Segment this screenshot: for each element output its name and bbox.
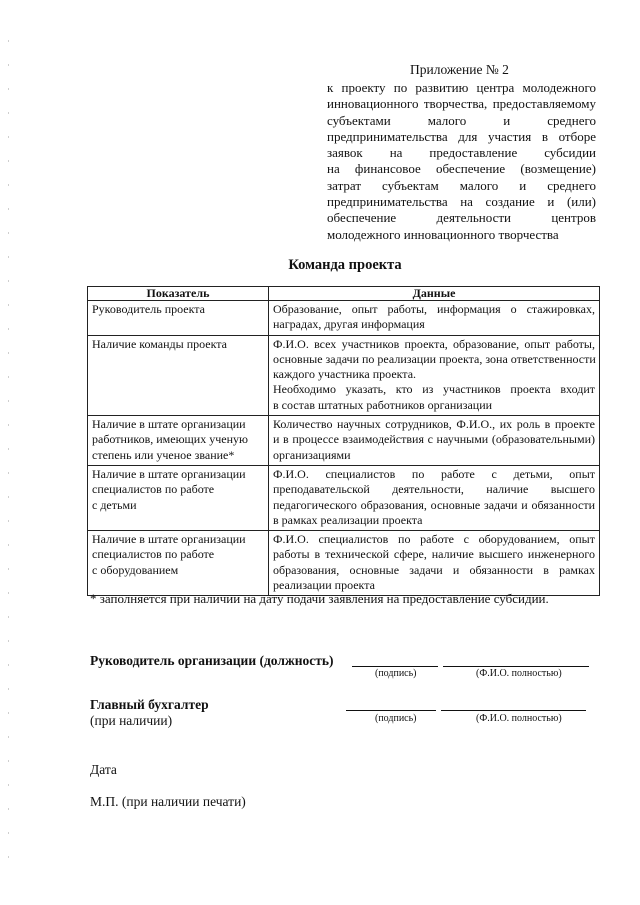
accountant-signature-line — [346, 710, 436, 711]
cell-line: Количество научных сотрудников, Ф.И.О., их роль в проекте — [273, 417, 595, 432]
cell-line: специалистов по работе — [92, 547, 215, 562]
cell-line: Ф.И.О. специалистов по работе с оборудованием, опыт — [273, 532, 595, 547]
appendix-line: заявок на предоставление субсидии — [327, 145, 596, 161]
table-row — [88, 301, 600, 336]
appendix-line: молодежного инновационного творчества — [327, 226, 559, 242]
head-signature-label: Руководитель организации (должность) — [90, 653, 334, 668]
accountant-signature-caption: (подпись) — [375, 713, 417, 724]
table-header-row — [88, 287, 600, 301]
appendix-line: затрат субъектам малого и среднего — [327, 177, 596, 193]
cell-line: с детьми — [92, 497, 137, 512]
stamp-label: М.П. (при наличии печати) — [90, 794, 246, 809]
table-row — [88, 416, 600, 466]
accountant-signature-label: Главный бухгалтер — [90, 697, 209, 712]
appendix-line: предпринимательства на создание и (или) — [327, 194, 596, 210]
cell-line: степень или ученое звание* — [92, 447, 235, 462]
head-name-line — [443, 666, 589, 667]
table-row — [88, 531, 600, 596]
cell-line: специалистов по работе — [92, 482, 215, 497]
cell-line: Наличие в штате организации — [92, 466, 246, 481]
cell-line: основные задачи по реализации проекта, зона ответственности — [273, 351, 596, 366]
footnote: * заполняется при наличии на дату подачи заявления на предоставление субсидии. — [90, 591, 549, 606]
cell-line: Образование, опыт работы, информация о стажировках, — [273, 302, 595, 316]
appendix-title: Приложение № 2 — [410, 62, 509, 77]
cell-line: каждого участника проекта. — [273, 367, 417, 382]
appendix-line: предпринимательства для участия в отборе — [327, 128, 596, 144]
cell-line: работы в технической сфере, наличие высшего инженерного — [273, 547, 595, 562]
cell-line: Наличие в штате организации — [92, 417, 246, 432]
table-row — [88, 465, 600, 530]
indicator-cell — [88, 465, 269, 530]
cell-line: в состав штатных работников организации — [273, 397, 493, 412]
appendix-line: на финансовое обеспечение (возмещение) — [327, 161, 596, 177]
appendix-line: субъектами малого и среднего — [327, 112, 596, 128]
cell-line: в рамках реализации проекта — [273, 512, 423, 527]
appendix-description — [327, 80, 596, 243]
appendix-line: к проекту по развитию центра молодежного — [327, 80, 596, 95]
scan-margin-marks — [8, 40, 9, 860]
data-cell — [269, 335, 600, 415]
cell-line: Наличие команды проекта — [92, 336, 227, 351]
cell-line: преподавательской деятельности, наличие высшего — [273, 482, 595, 497]
project-team-table — [87, 286, 600, 596]
cell-line: Необходимо указать, кто из участников проекта входит — [273, 382, 595, 397]
column-header-data: Данные — [269, 287, 600, 301]
column-header-indicator: Показатель — [88, 287, 269, 301]
indicator-cell — [88, 531, 269, 596]
data-cell — [269, 416, 600, 466]
indicator-cell — [88, 416, 269, 466]
cell-line: наградах, другая информация — [273, 317, 425, 332]
date-label: Дата — [90, 762, 117, 777]
accountant-name-line — [441, 710, 586, 711]
indicator-cell — [88, 335, 269, 415]
cell-line: Ф.И.О. всех участников проекта, образование, опыт работы, — [273, 336, 595, 351]
appendix-line: инновационного творчества, предоставляемому — [327, 96, 596, 112]
indicator-cell — [88, 301, 269, 336]
table-row — [88, 335, 600, 415]
cell-line: Ф.И.О. специалистов по работе с детьми, опыт — [273, 466, 595, 481]
accountant-sublabel: (при наличии) — [90, 713, 173, 728]
cell-line: работников, имеющих ученую — [92, 432, 248, 447]
cell-line: реализации проекта — [273, 578, 375, 593]
data-cell — [269, 531, 600, 596]
cell-line: с оборудованием — [92, 562, 179, 577]
head-signature-line — [352, 666, 438, 667]
cell-line: образования, основные задачи и обязанности в рамках — [273, 562, 595, 577]
head-name-caption: (Ф.И.О. полностью) — [476, 668, 562, 679]
head-signature-caption: (подпись) — [375, 668, 417, 679]
appendix-line: обеспечение деятельности центров — [327, 210, 596, 226]
cell-line: организациями — [273, 447, 351, 462]
cell-line: и в процессе взаимодействия с научными (образовательными) — [273, 432, 595, 447]
data-cell — [269, 301, 600, 336]
cell-line: педагогического образования, основные задачи и обязанности — [273, 497, 595, 512]
accountant-name-caption: (Ф.И.О. полностью) — [476, 713, 562, 724]
cell-line: Руководитель проекта — [92, 302, 205, 316]
data-cell — [269, 465, 600, 530]
cell-line: Наличие в штате организации — [92, 532, 246, 547]
section-heading: Команда проекта — [288, 257, 402, 273]
